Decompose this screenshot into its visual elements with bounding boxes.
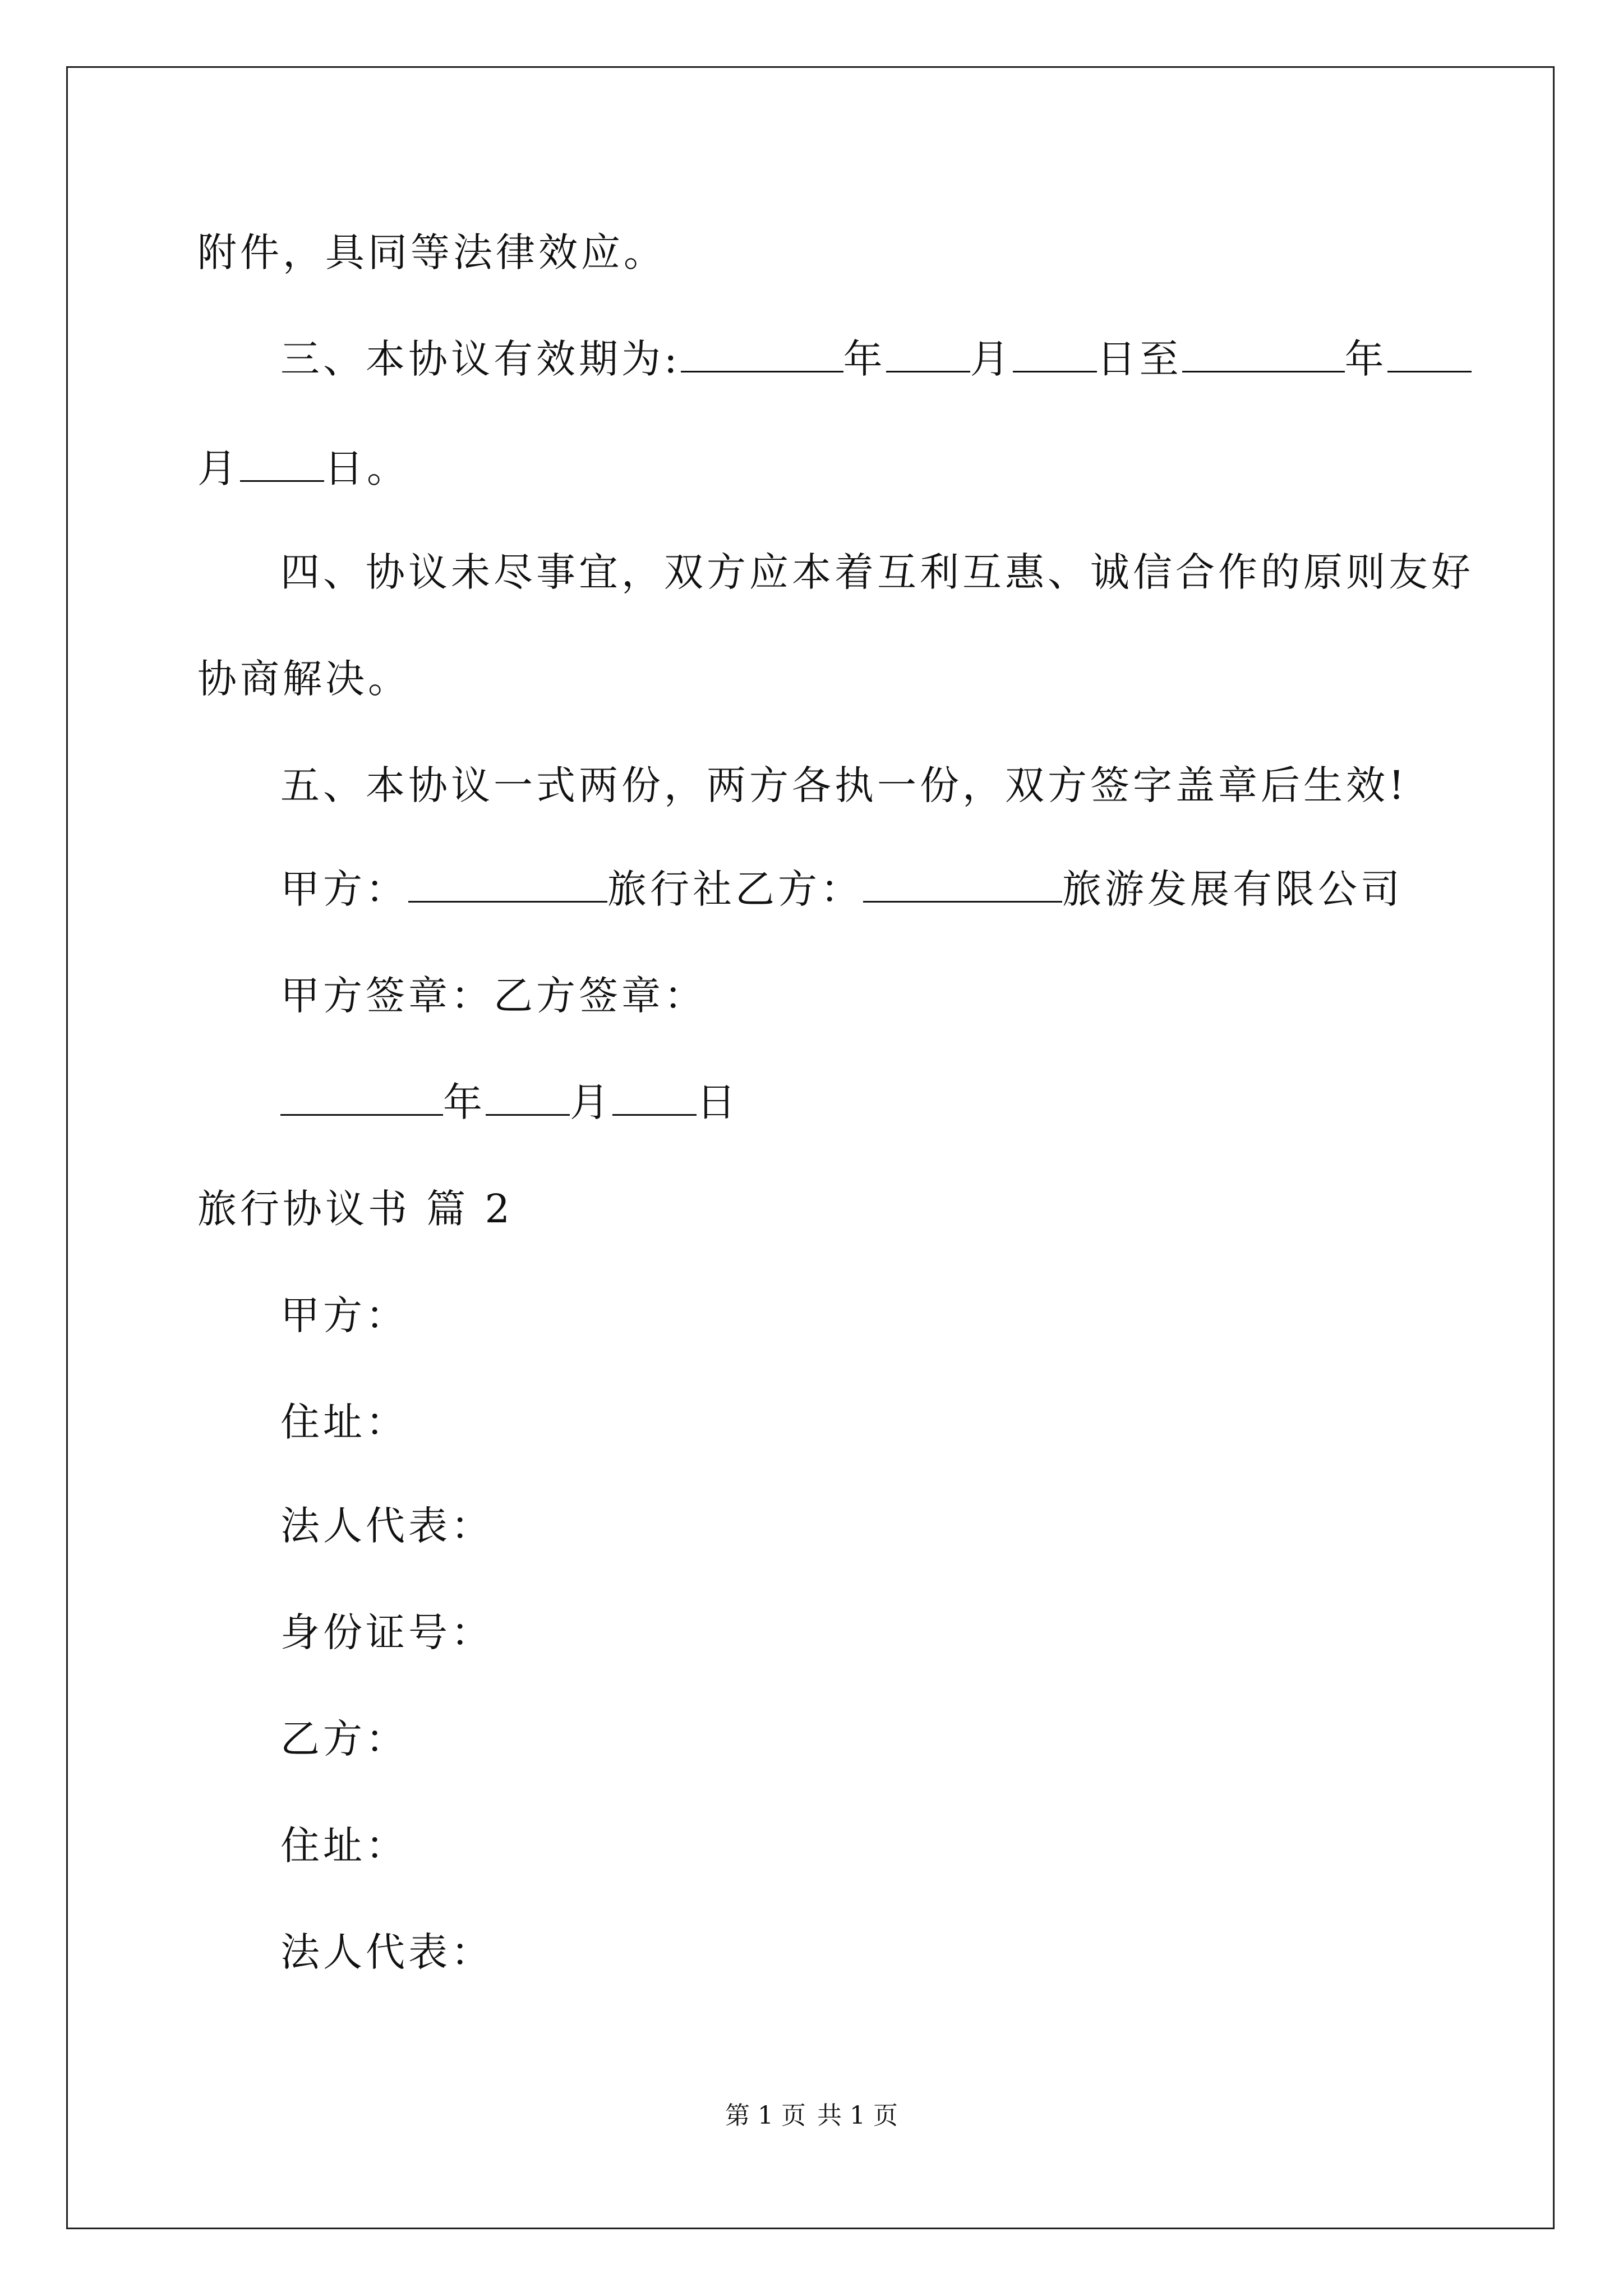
field-party-a: 甲方： xyxy=(280,1292,408,1338)
blank-party-a xyxy=(408,866,607,903)
blank-month-end xyxy=(1387,336,1472,372)
paragraph-validity xyxy=(280,334,1472,384)
validity-day-end: 日。 xyxy=(324,445,409,491)
sign-day: 日 xyxy=(697,1079,739,1125)
paragraph-attachment: 附件，具同等法律效应。 xyxy=(197,229,666,275)
page-border xyxy=(66,66,1555,2229)
page-number: 第 1 页 xyxy=(725,2101,806,2130)
blank-sign-month xyxy=(486,1079,570,1116)
paragraph-signatures: 甲方签章：乙方签章： xyxy=(280,973,707,1019)
company-label: 旅游发展有限公司 xyxy=(1062,866,1403,912)
paragraph-parties xyxy=(280,864,1403,914)
paragraph-copies: 五、本协议一式两份，两方各执一份，双方签字盖章后生效! xyxy=(280,762,1408,808)
paragraph-validity-cont xyxy=(197,443,409,494)
validity-year-2: 年 xyxy=(1344,336,1387,382)
blank-sign-day xyxy=(612,1079,697,1116)
sign-year: 年 xyxy=(443,1079,486,1125)
blank-year-end xyxy=(1182,336,1345,372)
field-address-a: 住址： xyxy=(280,1399,408,1445)
field-legal-rep-b: 法人代表： xyxy=(280,1929,494,1975)
page-footer xyxy=(0,2099,1623,2133)
blank-day-end xyxy=(240,445,324,482)
validity-month-1: 月 xyxy=(970,336,1013,382)
field-party-b: 乙方： xyxy=(280,1716,408,1762)
blank-year-start xyxy=(681,336,843,372)
paragraph-date xyxy=(280,1077,739,1128)
sign-month: 月 xyxy=(570,1079,612,1125)
blank-day-start xyxy=(1013,336,1097,372)
section-heading-2: 旅行协议书 篇 2 xyxy=(197,1186,514,1232)
blank-party-b xyxy=(863,866,1062,903)
validity-year-1: 年 xyxy=(843,336,886,382)
agency-label: 旅行社乙方： xyxy=(607,866,863,912)
paragraph-negotiation: 四、协议未尽事宜，双方应本着互利互惠、诚信合作的原则友好 xyxy=(280,549,1474,595)
blank-sign-year xyxy=(280,1079,443,1116)
validity-day-to: 日至 xyxy=(1096,336,1182,382)
paragraph-negotiation-cont: 协商解决。 xyxy=(197,656,411,702)
validity-label: 三、本协议有效期为: xyxy=(280,336,681,382)
page-total: 共 1 页 xyxy=(817,2101,898,2130)
field-legal-rep-a: 法人代表： xyxy=(280,1503,494,1549)
party-a-label: 甲方： xyxy=(280,866,408,912)
validity-month-2: 月 xyxy=(197,445,240,491)
field-address-b: 住址： xyxy=(280,1823,408,1869)
blank-month-start xyxy=(886,336,970,372)
field-id-number: 身份证号： xyxy=(280,1609,494,1655)
